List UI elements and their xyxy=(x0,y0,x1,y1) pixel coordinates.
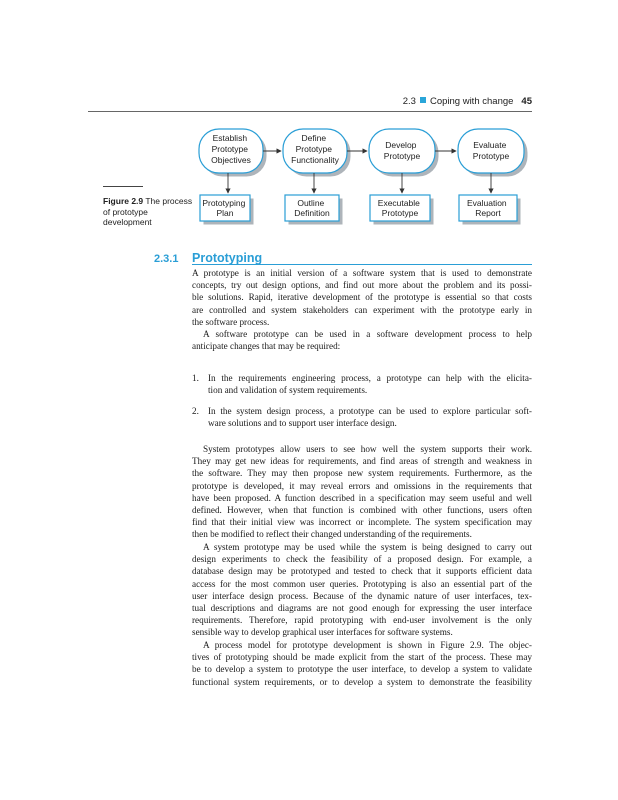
process-label-line: Prototype xyxy=(472,151,510,161)
text-line: be to develop a system to prototype the user interface, to develop a system to validate xyxy=(192,664,532,675)
output-prototyping-plan xyxy=(200,195,254,225)
output-label-line: Definition xyxy=(294,208,330,218)
process-label xyxy=(384,140,421,161)
prototype-process-diagram xyxy=(0,0,618,240)
process-label-line: Prototype xyxy=(383,151,421,161)
caption-line: of prototype xyxy=(103,206,148,217)
paragraph-5 xyxy=(192,639,532,688)
process-label-line: Prototype xyxy=(295,144,333,154)
text-line: ble solutions. Rapid, iterative development of the prototype is essential so that costs xyxy=(192,292,532,303)
text-line: tual descriptions and diagrams are not good enough for expressing the user interface xyxy=(192,603,532,614)
section-rule xyxy=(192,264,532,265)
output-executable-prototype xyxy=(370,195,434,225)
process-define-prototype-functionality xyxy=(283,129,351,177)
running-head-title: Coping with change xyxy=(429,96,514,107)
caption-line: development xyxy=(103,217,152,227)
text-line: have been proposed. A function described in a specification may seem useful and well xyxy=(192,492,532,503)
process-label-line: Develop xyxy=(385,140,417,150)
running-head-section: 2.3 xyxy=(402,96,416,107)
text-line: the software process. xyxy=(192,316,270,327)
text-line: In the system design process, a prototype can be used to explore particular soft- xyxy=(208,406,532,416)
process-evaluate-prototype xyxy=(458,129,528,177)
text-line: functional system requirements, or to develop a system to demonstrate the feasibility xyxy=(192,676,532,687)
text-line: System prototypes allow users to see how well the system supports their work. xyxy=(203,444,532,454)
output-label xyxy=(378,198,422,218)
text-line: ware solutions and to support user interface design. xyxy=(208,418,397,429)
output-label xyxy=(294,198,330,218)
list-number: 1. xyxy=(192,373,199,383)
text-line: prototype is developed, it may reveal errors and omissions in the requirements that xyxy=(192,480,532,491)
process-label-line: Objectives xyxy=(211,155,251,165)
section-number: 2.3.1 xyxy=(154,253,179,265)
process-label-line: Define xyxy=(301,133,327,143)
list-number: 2. xyxy=(192,406,199,416)
output-label-line: Report xyxy=(475,208,501,218)
output-label-line: Prototyping xyxy=(202,198,246,208)
text-line: A process model for prototype development is shown in Figure 2.9. The objec- xyxy=(203,640,532,650)
text-line: defined. However, when that function is combined with other functions, users often xyxy=(192,505,532,516)
output-label-line: Outline xyxy=(297,198,325,208)
text-line: find that their initial view was incorrect or incomplete. The system specification may xyxy=(192,517,532,528)
process-establish-prototype-objectives xyxy=(199,129,267,177)
paragraph-3 xyxy=(192,443,532,541)
process-label xyxy=(211,133,251,165)
text-line: requirements. Therefore, rapid prototyping with end-user involvement is the only xyxy=(192,615,532,626)
text-line: design experiments to check the feasibility of a proposed design. For example, a xyxy=(192,554,532,565)
text-line: A software prototype can be used in a software development process to help xyxy=(203,329,532,339)
caption-line: The process xyxy=(143,196,193,206)
process-label-line: Evaluate xyxy=(473,140,507,150)
paragraph-4 xyxy=(192,541,532,639)
text-line: sensible way to develop graphical user interfaces for software systems. xyxy=(192,627,453,638)
output-label-line: Plan xyxy=(216,208,234,218)
process-label-line: Prototype xyxy=(211,144,249,154)
text-line: In the requirements engineering process, a prototype can help with the elicita- xyxy=(208,373,532,383)
output-evaluation-report xyxy=(459,195,521,225)
section-heading xyxy=(154,251,534,265)
output-outline-definition xyxy=(285,195,343,225)
figure-number: Figure 2.9 xyxy=(103,196,144,206)
paragraph-1 xyxy=(192,267,532,328)
text-line: tives of prototyping should be made explicit from the start of the process. These may xyxy=(192,652,532,663)
text-line: A system prototype may be used while the system is being designed to carry out xyxy=(203,542,532,552)
text-line: A prototype is an initial version of a software system that is used to demonstrate xyxy=(192,268,532,278)
output-label-line: Prototype xyxy=(381,208,419,218)
text-line: are controlled and system stakeholders can experiment with the prototype early in xyxy=(192,304,532,315)
paragraph-2 xyxy=(192,328,532,352)
text-line: access for the most common user queries. Prototyping is also an essential part of the xyxy=(192,578,532,589)
text-line: database design may be prototyped and tested to check that it supports efficient data xyxy=(192,566,532,577)
text-line: tion and validation of system requirements. xyxy=(208,385,368,396)
text-line: concepts, try out design options, and find out more about the problem and its possi- xyxy=(192,280,532,291)
process-label-line: Functionality xyxy=(291,155,339,165)
text-line: then be modified to reflect their changed understanding of the requirements. xyxy=(192,529,472,540)
caption-rule xyxy=(103,186,143,187)
output-label-line: Executable xyxy=(377,198,420,208)
process-label xyxy=(473,140,510,161)
process-label-line: Establish xyxy=(212,133,248,143)
figure-caption xyxy=(103,196,198,228)
text-line: They may get new ideas for requirements, and find areas of strength and weakness in xyxy=(192,456,532,467)
text-line: anticipate changes that may be required: xyxy=(192,341,341,352)
process-develop-prototype xyxy=(369,129,439,177)
section-title: Prototyping xyxy=(192,251,263,265)
page-number: 45 xyxy=(521,96,532,107)
text-line: user interface design process. Because of the dynamic nature of user interfaces, tex- xyxy=(192,590,532,601)
text-line: the software. They may then propose new system requirements. Furthermore, as the xyxy=(192,468,532,479)
output-label-line: Evaluation xyxy=(466,198,507,208)
